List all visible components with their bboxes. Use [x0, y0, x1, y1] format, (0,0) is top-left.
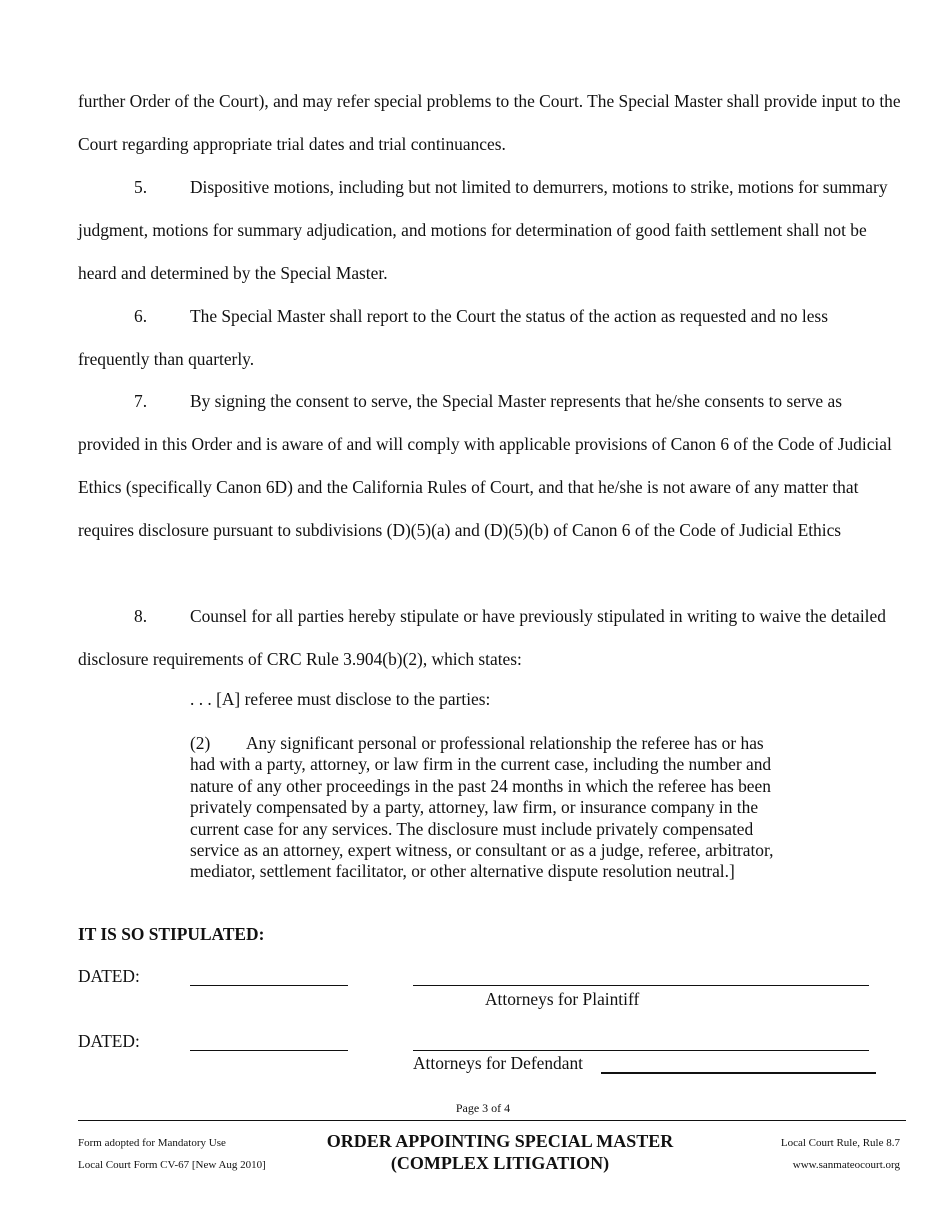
quote-item-text: Any significant personal or professional relationship the referee has or has had with a party, attorney, or law firm in the current case, including the number and nature of any other proceedings in the past 24 months in which the referee has been privately compensated by a party, attorney, law firm, or insurance company in the current case for any services. The disclosure must include privately compensated service as an attorney, expert witness, or consultant or as a judge, referee, arbitrator, mediator, settlement facilitator, or other alternative dispute resolution neutral.]	[190, 733, 774, 882]
paragraph-8	[78, 595, 898, 681]
footer-rule: Local Court Rule, Rule 8.7	[780, 1137, 900, 1149]
footer-title-line-2: (COMPLEX LITIGATION)	[390, 1153, 610, 1173]
footer-divider	[78, 1120, 906, 1121]
page-number: Page 3 of 4	[455, 1101, 511, 1115]
paragraph-text: further Order of the Court), and may refer special problems to the Court. The Special Master shall provide input to the Court regarding appropriate trial dates and trial continuances.	[78, 91, 901, 154]
quote-item	[190, 733, 790, 883]
paragraph-text: By signing the consent to serve, the Special Master represents that he/she consents to serve as provided in this Order and is aware of and will comply with applicable provisions of Canon 6 of the Code of Judicial Ethics (specifically Canon 6D) and the California Rules of Court, and that he/she is not aware of any matter that requires disclosure pursuant to subdivisions (D)(5)(a) and (D)(5)(b) of Canon 6 of the Code of Judicial Ethics	[78, 391, 892, 540]
paragraph-text: The Special Master shall report to the Court the status of the action as requested and no less frequently than quarterly.	[78, 306, 828, 369]
attorneys-plaintiff-label: Attorneys for Plaintiff	[485, 989, 640, 1009]
paragraph-6	[78, 295, 898, 381]
paragraph-text: Dispositive motions, including but not limited to demurrers, motions to strike, motions for summary judgment, motions for summary adjudication, and motions for determination of good faith settlement shall not be heard and determined by the Special Master.	[78, 177, 888, 283]
paragraph-text: Counsel for all parties hereby stipulate or have previously stipulated in writing to waive the detailed disclosure requirements of CRC Rule 3.904(b)(2), which states:	[78, 606, 886, 669]
signature-line-1[interactable]	[413, 985, 869, 986]
footer-form-number: Local Court Form CV-67 [New Aug 2010]	[78, 1159, 266, 1171]
paragraph-number: 8.	[134, 606, 148, 626]
paragraph-5	[78, 166, 898, 295]
dated-label-1: DATED:	[78, 966, 140, 986]
footer-title-line-1: ORDER APPOINTING SPECIAL MASTER	[326, 1131, 674, 1151]
date-line-1[interactable]	[190, 985, 348, 986]
stipulation-heading: IT IS SO STIPULATED:	[78, 924, 265, 944]
paragraph-number: 6.	[134, 306, 148, 326]
footer-form-adopted: Form adopted for Mandatory Use	[78, 1137, 226, 1149]
paragraph-number: 7.	[134, 391, 148, 411]
dated-label-2: DATED:	[78, 1031, 140, 1051]
paragraph-7	[78, 380, 898, 552]
paragraph-continuation	[78, 80, 908, 166]
quote-intro: . . . [A] referee must disclose to the parties:	[190, 689, 491, 709]
attorneys-defendant-label: Attorneys for Defendant	[413, 1053, 583, 1073]
footer-title	[300, 1130, 700, 1174]
quote-item-number: (2)	[190, 733, 211, 753]
signature-line-2[interactable]	[413, 1050, 869, 1051]
footer-website: www.sanmateocourt.org	[792, 1159, 900, 1171]
defendant-name-line[interactable]	[601, 1072, 876, 1074]
date-line-2[interactable]	[190, 1050, 348, 1051]
paragraph-number: 5.	[134, 177, 148, 197]
